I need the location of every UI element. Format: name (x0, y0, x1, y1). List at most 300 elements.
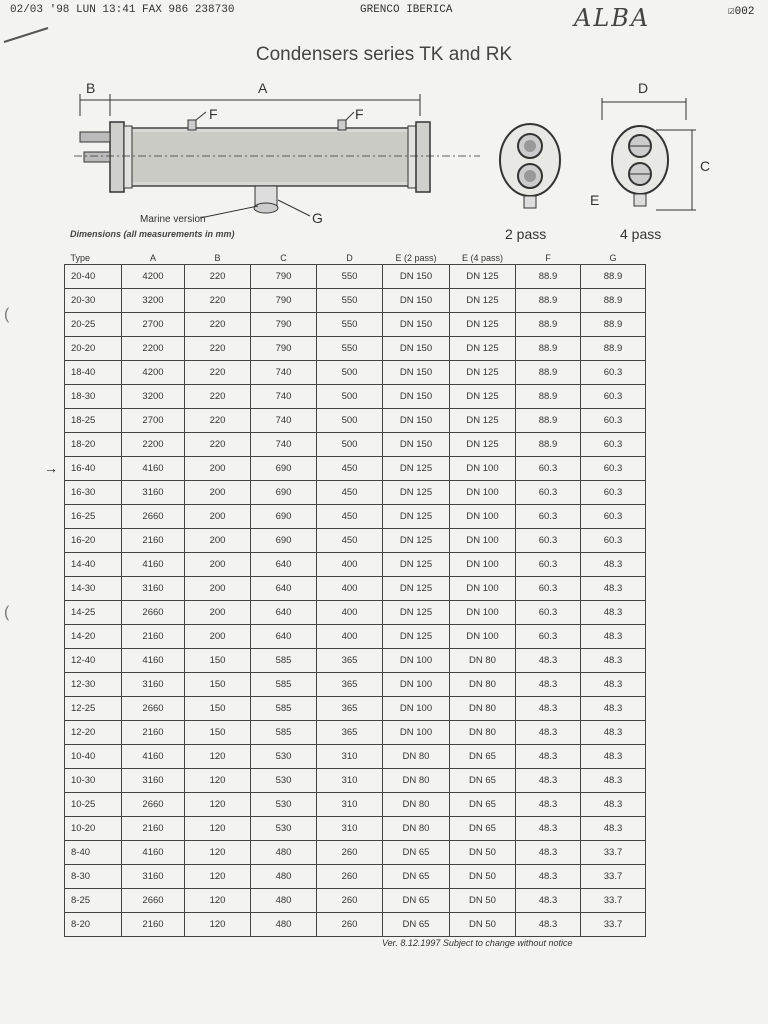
value-cell-f: 88.9 (516, 265, 581, 289)
table-row (65, 745, 646, 769)
value-cell-f: 60.3 (516, 577, 581, 601)
dimensions-table (64, 252, 646, 937)
four-pass-end-view (596, 96, 700, 216)
table-row (65, 289, 646, 313)
value-cell-d: 310 (317, 745, 383, 769)
value-cell-a: 2160 (122, 817, 185, 841)
column-header-g: G (609, 253, 617, 263)
value-cell-f: 48.3 (516, 673, 581, 697)
dimensions-note: Dimensions (all measurements in mm) (70, 229, 235, 239)
value-cell-e4: DN 100 (450, 481, 516, 505)
value-cell-f: 60.3 (516, 481, 581, 505)
value-cell-b: 200 (185, 577, 251, 601)
value-cell-b: 220 (185, 337, 251, 361)
value-cell-d: 450 (317, 505, 383, 529)
value-cell-e2: DN 80 (383, 817, 450, 841)
value-cell-g: 48.3 (581, 745, 646, 769)
value-cell-f: 48.3 (516, 769, 581, 793)
value-cell-f: 60.3 (516, 553, 581, 577)
value-cell-f: 88.9 (516, 313, 581, 337)
table-row (65, 721, 646, 745)
value-cell-b: 120 (185, 865, 251, 889)
value-cell-e4: DN 50 (450, 841, 516, 865)
value-cell-c: 530 (251, 769, 317, 793)
value-cell-a: 2200 (122, 337, 185, 361)
column-header-c: C (280, 253, 287, 263)
value-cell-a: 3160 (122, 577, 185, 601)
value-cell-e2: DN 100 (383, 721, 450, 745)
value-cell-a: 2660 (122, 601, 185, 625)
value-cell-e4: DN 50 (450, 865, 516, 889)
value-cell-f: 60.3 (516, 505, 581, 529)
value-cell-e4: DN 100 (450, 553, 516, 577)
value-cell-e2: DN 125 (383, 553, 450, 577)
row-pointer-arrow-icon: → (44, 460, 58, 476)
value-cell-e2: DN 125 (383, 529, 450, 553)
value-cell-b: 120 (185, 817, 251, 841)
type-cell: 18-25 (65, 409, 122, 433)
value-cell-f: 48.3 (516, 817, 581, 841)
value-cell-d: 500 (317, 385, 383, 409)
value-cell-d: 550 (317, 313, 383, 337)
two-pass-end-view (490, 120, 570, 215)
value-cell-e4: DN 125 (450, 361, 516, 385)
value-cell-g: 60.3 (581, 409, 646, 433)
type-cell: 20-25 (65, 313, 122, 337)
value-cell-b: 220 (185, 385, 251, 409)
value-cell-d: 365 (317, 673, 383, 697)
value-cell-f: 48.3 (516, 865, 581, 889)
value-cell-b: 120 (185, 841, 251, 865)
value-cell-d: 450 (317, 457, 383, 481)
value-cell-e4: DN 100 (450, 601, 516, 625)
value-cell-d: 365 (317, 721, 383, 745)
value-cell-g: 48.3 (581, 577, 646, 601)
value-cell-e4: DN 125 (450, 265, 516, 289)
value-cell-a: 2200 (122, 433, 185, 457)
two-pass-label: 2 pass (505, 226, 547, 242)
value-cell-a: 2700 (122, 409, 185, 433)
table-row (65, 553, 646, 577)
type-cell: 16-25 (65, 505, 122, 529)
label-f-right: F (355, 106, 364, 122)
value-cell-a: 3160 (122, 481, 185, 505)
condenser-side-view-drawing (60, 76, 480, 236)
value-cell-f: 60.3 (516, 457, 581, 481)
value-cell-a: 2660 (122, 505, 185, 529)
value-cell-e4: DN 100 (450, 529, 516, 553)
value-cell-a: 2660 (122, 889, 185, 913)
value-cell-b: 200 (185, 529, 251, 553)
value-cell-g: 88.9 (581, 289, 646, 313)
value-cell-c: 740 (251, 385, 317, 409)
value-cell-b: 120 (185, 745, 251, 769)
table-row (65, 625, 646, 649)
value-cell-b: 120 (185, 913, 251, 937)
table-row (65, 337, 646, 361)
value-cell-e2: DN 100 (383, 673, 450, 697)
value-cell-a: 2700 (122, 313, 185, 337)
value-cell-e2: DN 150 (383, 409, 450, 433)
type-cell: 10-30 (65, 769, 122, 793)
type-cell: 20-30 (65, 289, 122, 313)
value-cell-d: 450 (317, 481, 383, 505)
value-cell-b: 150 (185, 697, 251, 721)
table-row (65, 865, 646, 889)
value-cell-e2: DN 65 (383, 865, 450, 889)
value-cell-b: 120 (185, 889, 251, 913)
value-cell-c: 585 (251, 649, 317, 673)
value-cell-g: 33.7 (581, 865, 646, 889)
value-cell-d: 260 (317, 889, 383, 913)
value-cell-d: 310 (317, 769, 383, 793)
value-cell-c: 740 (251, 433, 317, 457)
value-cell-b: 200 (185, 481, 251, 505)
table-row (65, 889, 646, 913)
value-cell-c: 790 (251, 313, 317, 337)
value-cell-c: 690 (251, 457, 317, 481)
table-header-row (65, 252, 646, 265)
value-cell-g: 60.3 (581, 481, 646, 505)
value-cell-e4: DN 100 (450, 505, 516, 529)
value-cell-c: 690 (251, 481, 317, 505)
table-row (65, 697, 646, 721)
version-note: Ver. 8.12.1997 Subject to change without notice (382, 938, 573, 948)
value-cell-b: 200 (185, 553, 251, 577)
value-cell-a: 2660 (122, 793, 185, 817)
type-cell: 12-25 (65, 697, 122, 721)
value-cell-f: 48.3 (516, 913, 581, 937)
value-cell-g: 60.3 (581, 529, 646, 553)
value-cell-b: 150 (185, 721, 251, 745)
value-cell-d: 550 (317, 337, 383, 361)
table-row (65, 649, 646, 673)
value-cell-g: 88.9 (581, 337, 646, 361)
table-row (65, 601, 646, 625)
value-cell-e4: DN 125 (450, 433, 516, 457)
fax-sender: GRENCO IBERICA (360, 4, 453, 16)
value-cell-f: 48.3 (516, 649, 581, 673)
type-cell: 10-25 (65, 793, 122, 817)
value-cell-f: 48.3 (516, 697, 581, 721)
value-cell-g: 48.3 (581, 601, 646, 625)
value-cell-d: 400 (317, 553, 383, 577)
type-cell: 8-30 (65, 865, 122, 889)
margin-mark-top: ( (4, 306, 10, 323)
value-cell-e4: DN 100 (450, 577, 516, 601)
value-cell-e2: DN 150 (383, 433, 450, 457)
value-cell-f: 88.9 (516, 337, 581, 361)
type-cell: 12-40 (65, 649, 122, 673)
value-cell-c: 480 (251, 913, 317, 937)
value-cell-b: 120 (185, 769, 251, 793)
value-cell-f: 88.9 (516, 289, 581, 313)
value-cell-e4: DN 100 (450, 457, 516, 481)
value-cell-c: 690 (251, 529, 317, 553)
table-row (65, 265, 646, 289)
value-cell-e4: DN 125 (450, 313, 516, 337)
value-cell-c: 480 (251, 865, 317, 889)
value-cell-b: 200 (185, 457, 251, 481)
value-cell-a: 3160 (122, 865, 185, 889)
value-cell-c: 740 (251, 409, 317, 433)
type-cell: 10-40 (65, 745, 122, 769)
value-cell-f: 48.3 (516, 889, 581, 913)
type-cell: 18-40 (65, 361, 122, 385)
margin-mark-bottom: ( (4, 604, 10, 621)
value-cell-c: 790 (251, 337, 317, 361)
type-cell: 12-20 (65, 721, 122, 745)
table-row (65, 817, 646, 841)
label-c: C (700, 158, 711, 174)
type-cell: 20-20 (65, 337, 122, 361)
type-cell: 8-20 (65, 913, 122, 937)
value-cell-g: 48.3 (581, 817, 646, 841)
value-cell-g: 60.3 (581, 457, 646, 481)
table-row (65, 529, 646, 553)
value-cell-e4: DN 125 (450, 289, 516, 313)
label-d: D (638, 80, 649, 96)
value-cell-e2: DN 150 (383, 289, 450, 313)
value-cell-c: 585 (251, 721, 317, 745)
type-cell: 18-20 (65, 433, 122, 457)
value-cell-g: 33.7 (581, 913, 646, 937)
value-cell-e2: DN 100 (383, 649, 450, 673)
column-header-e4: E (4 pass) (461, 253, 503, 263)
label-b: B (86, 80, 96, 96)
value-cell-c: 530 (251, 745, 317, 769)
value-cell-f: 60.3 (516, 601, 581, 625)
value-cell-d: 310 (317, 817, 383, 841)
label-f-left: F (209, 106, 218, 122)
column-header-a: A (149, 253, 156, 263)
value-cell-e2: DN 125 (383, 481, 450, 505)
value-cell-g: 48.3 (581, 553, 646, 577)
value-cell-c: 530 (251, 793, 317, 817)
table-row (65, 913, 646, 937)
table-row (65, 385, 646, 409)
value-cell-b: 220 (185, 409, 251, 433)
value-cell-e4: DN 50 (450, 913, 516, 937)
type-cell: 14-40 (65, 553, 122, 577)
value-cell-c: 530 (251, 817, 317, 841)
type-cell: 14-30 (65, 577, 122, 601)
value-cell-d: 400 (317, 601, 383, 625)
value-cell-c: 585 (251, 673, 317, 697)
table-row (65, 361, 646, 385)
value-cell-a: 3200 (122, 385, 185, 409)
value-cell-c: 690 (251, 505, 317, 529)
value-cell-e2: DN 150 (383, 265, 450, 289)
column-header-d: D (346, 253, 353, 263)
value-cell-f: 48.3 (516, 721, 581, 745)
value-cell-e2: DN 65 (383, 913, 450, 937)
value-cell-c: 790 (251, 265, 317, 289)
table-row (65, 313, 646, 337)
value-cell-f: 48.3 (516, 793, 581, 817)
value-cell-e2: DN 150 (383, 385, 450, 409)
value-cell-e2: DN 150 (383, 361, 450, 385)
fax-header (0, 4, 768, 22)
value-cell-a: 2160 (122, 913, 185, 937)
value-cell-e2: DN 65 (383, 889, 450, 913)
value-cell-b: 220 (185, 433, 251, 457)
value-cell-b: 220 (185, 289, 251, 313)
value-cell-a: 4160 (122, 553, 185, 577)
value-cell-c: 480 (251, 841, 317, 865)
value-cell-b: 200 (185, 505, 251, 529)
value-cell-e4: DN 80 (450, 649, 516, 673)
column-header-e2: E (2 pass) (395, 253, 437, 263)
value-cell-g: 48.3 (581, 625, 646, 649)
type-cell: 14-25 (65, 601, 122, 625)
value-cell-e2: DN 65 (383, 841, 450, 865)
table-row (65, 769, 646, 793)
value-cell-f: 60.3 (516, 529, 581, 553)
value-cell-d: 550 (317, 289, 383, 313)
value-cell-e4: DN 125 (450, 337, 516, 361)
value-cell-e4: DN 80 (450, 673, 516, 697)
value-cell-e2: DN 80 (383, 745, 450, 769)
table-row (65, 481, 646, 505)
value-cell-a: 4200 (122, 265, 185, 289)
value-cell-d: 365 (317, 697, 383, 721)
type-cell: 10-20 (65, 817, 122, 841)
value-cell-d: 550 (317, 265, 383, 289)
value-cell-a: 4200 (122, 361, 185, 385)
value-cell-b: 220 (185, 361, 251, 385)
value-cell-g: 48.3 (581, 673, 646, 697)
type-cell: 12-30 (65, 673, 122, 697)
value-cell-a: 3160 (122, 673, 185, 697)
value-cell-d: 400 (317, 625, 383, 649)
value-cell-f: 88.9 (516, 409, 581, 433)
value-cell-b: 120 (185, 793, 251, 817)
value-cell-e2: DN 125 (383, 577, 450, 601)
value-cell-g: 48.3 (581, 721, 646, 745)
value-cell-g: 48.3 (581, 793, 646, 817)
value-cell-g: 60.3 (581, 433, 646, 457)
value-cell-g: 88.9 (581, 265, 646, 289)
value-cell-d: 500 (317, 361, 383, 385)
value-cell-c: 640 (251, 601, 317, 625)
column-header-f: F (545, 253, 551, 263)
value-cell-c: 740 (251, 361, 317, 385)
value-cell-b: 220 (185, 313, 251, 337)
type-cell: 20-40 (65, 265, 122, 289)
type-cell: 16-40 (65, 457, 122, 481)
type-cell: 16-30 (65, 481, 122, 505)
value-cell-f: 88.9 (516, 385, 581, 409)
label-e: E (590, 192, 600, 208)
value-cell-b: 150 (185, 673, 251, 697)
value-cell-e4: DN 125 (450, 385, 516, 409)
table-row (65, 457, 646, 481)
table-row (65, 793, 646, 817)
value-cell-g: 60.3 (581, 505, 646, 529)
value-cell-a: 2160 (122, 721, 185, 745)
value-cell-g: 88.9 (581, 313, 646, 337)
type-cell: 14-20 (65, 625, 122, 649)
value-cell-f: 48.3 (516, 841, 581, 865)
table-row (65, 577, 646, 601)
table-row (65, 841, 646, 865)
value-cell-a: 4160 (122, 649, 185, 673)
value-cell-b: 150 (185, 649, 251, 673)
value-cell-c: 640 (251, 553, 317, 577)
marine-version-label: Marine version (140, 214, 206, 225)
value-cell-d: 365 (317, 649, 383, 673)
value-cell-e2: DN 80 (383, 769, 450, 793)
value-cell-d: 260 (317, 865, 383, 889)
value-cell-g: 33.7 (581, 889, 646, 913)
value-cell-b: 200 (185, 625, 251, 649)
fax-page-number: ☑002 (728, 6, 755, 18)
type-cell: 16-20 (65, 529, 122, 553)
value-cell-e4: DN 100 (450, 625, 516, 649)
value-cell-f: 60.3 (516, 625, 581, 649)
value-cell-b: 220 (185, 265, 251, 289)
handwritten-note: ALBA (574, 4, 651, 32)
value-cell-g: 60.3 (581, 385, 646, 409)
value-cell-c: 480 (251, 889, 317, 913)
page-title: Condensers series TK and RK (255, 44, 513, 65)
value-cell-e4: DN 50 (450, 889, 516, 913)
value-cell-c: 640 (251, 577, 317, 601)
type-cell: 8-25 (65, 889, 122, 913)
value-cell-a: 4160 (122, 745, 185, 769)
value-cell-e2: DN 125 (383, 457, 450, 481)
value-cell-c: 640 (251, 625, 317, 649)
value-cell-d: 500 (317, 409, 383, 433)
column-header-type: Type (70, 253, 91, 263)
value-cell-c: 585 (251, 697, 317, 721)
value-cell-e2: DN 80 (383, 793, 450, 817)
label-g: G (312, 210, 323, 226)
table-row (65, 673, 646, 697)
value-cell-g: 60.3 (581, 361, 646, 385)
value-cell-e2: DN 150 (383, 337, 450, 361)
label-a: A (258, 80, 268, 96)
value-cell-a: 3160 (122, 769, 185, 793)
value-cell-g: 48.3 (581, 649, 646, 673)
value-cell-e4: DN 65 (450, 793, 516, 817)
value-cell-g: 48.3 (581, 697, 646, 721)
value-cell-f: 88.9 (516, 433, 581, 457)
value-cell-a: 4160 (122, 841, 185, 865)
value-cell-a: 2160 (122, 625, 185, 649)
value-cell-e2: DN 125 (383, 601, 450, 625)
value-cell-a: 2660 (122, 697, 185, 721)
type-cell: 8-40 (65, 841, 122, 865)
value-cell-e4: DN 65 (450, 817, 516, 841)
value-cell-a: 3200 (122, 289, 185, 313)
value-cell-d: 310 (317, 793, 383, 817)
value-cell-d: 400 (317, 577, 383, 601)
value-cell-d: 450 (317, 529, 383, 553)
value-cell-e4: DN 80 (450, 697, 516, 721)
value-cell-a: 2160 (122, 529, 185, 553)
fax-date-line: 02/03 '98 LUN 13:41 FAX 986 238730 (10, 4, 235, 16)
four-pass-label: 4 pass (620, 226, 662, 242)
value-cell-f: 48.3 (516, 745, 581, 769)
value-cell-e4: DN 125 (450, 409, 516, 433)
value-cell-e4: DN 65 (450, 745, 516, 769)
value-cell-a: 4160 (122, 457, 185, 481)
value-cell-d: 500 (317, 433, 383, 457)
value-cell-e2: DN 125 (383, 625, 450, 649)
value-cell-g: 48.3 (581, 769, 646, 793)
